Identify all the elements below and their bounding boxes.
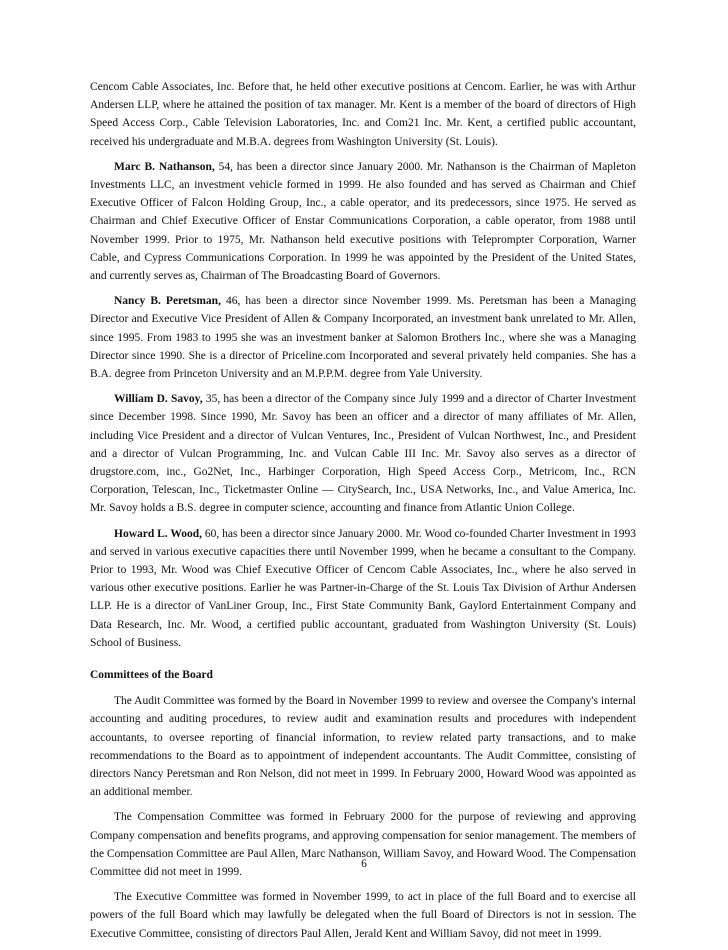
page-number: 6 (361, 858, 367, 870)
paragraph-savoy (90, 390, 636, 517)
paragraph-executive-committee: The Executive Committee was formed in November 1999, to act in place of the full Board and to exercise all powers of the full Board which may lawfully be delegated when the full Board of Directors is not in session. The Executive Committee, consisting of directors Paul Allen, Jerald Kent and William Savoy, did not meet in 1999. (90, 891, 636, 940)
paragraph-text: 46, has been a director since November 1999. Ms. Peretsman has been a Managing Director and Executive Vice President of Allen & Company Incorporated, an investment bank unrelated to Mr. Allen, since 1995. From 1983 to 1995 she was an investment banker at Salomon Brothers Inc., where she was a Managing Director since 1990. She is a director of Priceline.com Incorporated and several privately held companies. She has a B.A. degree from Princeton University and an M.P.P.M. degree from Yale University. (90, 295, 636, 381)
document-page (90, 78, 636, 950)
paragraph-wood (90, 525, 636, 652)
paragraph-text: 35, has been a director of the Company since July 1999 and a director of Charter Investment since December 1998. Since 1990, Mr. Savoy has been an officer and a director of many affiliates of Mr. Allen, including Vice President and a director of Vulcan Ventures, Inc., President of Vulcan Northwest, Inc., and President and a director of Vulcan Programming, Inc. and Vulcan Cable III Inc. Mr. Savoy also serves as a director of drugstore.com, inc., Go2Net, Inc., Harbinger Corporation, High Speed Access Corp., Metricom, Inc., RCN Corporation, Telescan, Inc., Ticketmaster Online — CitySearch, Inc., USA Networks, Inc., and Value America, Inc. Mr. Savoy holds a B.S. degree in computer science, accounting and finance from Atlantic Union College. (90, 393, 637, 515)
paragraph-nathanson (90, 158, 636, 285)
paragraph-kent-continued (90, 78, 636, 151)
director-name: Marc B. Nathanson, (114, 160, 215, 173)
paragraph-peretsman (90, 292, 636, 383)
paragraph-text: 60, has been a director since January 2000. Mr. Wood co-founded Charter Investment in 1993 and served in various executive capacities there until November 1999, when he became a consultant to the Company. Prior to 1993, Mr. Wood was Chief Executive Officer of Cencom Cable Associates, Inc., where he also served in various other executive positions. Earlier he was Partner-in-Charge of the St. Louis Tax Division of Arthur Andersen LLP. He is a director of VanLiner Group, Inc., First State Community Bank, Gaylord Entertainment Company and Data Research, Inc. Mr. Wood, a certified public accountant, graduated from Washington University (St. Louis) School of Business. (90, 527, 636, 649)
director-name: Howard L. Wood, (114, 527, 202, 540)
paragraph-text: 54, has been a director since January 2000. Mr. Nathanson is the Chairman of Mapleton Investments LLC, an investment vehicle formed in 1999. He also founded and has served as Chairman and Chief Executive Officer of Falcon Holding Group, Inc., a cable operator, and its predecessors, since 1975. He served as Chairman and Chief Executive Officer of Enstar Communications Corporation, a cable operator, from 1988 until November 1999. Prior to 1975, Mr. Nathanson held executive positions with Teleprompter Corporation, Warner Cable, and Cypress Communications Corporation. In 1999 he was appointed by the President of the United States, and currently serves as, Chairman of The Broadcasting Board of Governors. (90, 160, 636, 283)
section-heading: Committees of the Board (90, 669, 213, 682)
director-name: Nancy B. Peretsman, (114, 295, 221, 308)
paragraph-audit-committee: The Audit Committee was formed by the Board in November 1999 to review and oversee the Company's internal accounting and auditing procedures, to review audit and examination results and procedures with independent accountants, to oversee reporting of financial information, to review related party transactions, and to make recommendations to the Board as to appointment of independent accountants. The Audit Committee, consisting of directors Nancy Peretsman and Ron Nelson, did not meet in 1999. In February 2000, Howard Wood was appointed as an additional member. (90, 695, 636, 799)
paragraph-text: Cencom Cable Associates, Inc. Before that, he held other executive positions at Cencom. Earlier, he was with Arthur Andersen LLP, where he attained the position of tax manager. Mr. Kent is a member of the board of directors of High Speed Access Corp., Cable Television Laboratories, Inc. and Com21 Inc. Mr. Kent, a certified public accountant, received his undergraduate and M.B.A. degrees from Washington University (St. Louis). (90, 81, 636, 148)
paragraph-compensation-committee: The Compensation Committee was formed in February 2000 for the purpose of reviewing and approving Company compensation and benefits programs, and approving compensation for senior management. The members of the Compensation Committee are Paul Allen, Marc Nathanson, William Savoy, and Howard Wood. The Compensation Committee did not meet in 1999. (90, 811, 636, 878)
director-name: William D. Savoy, (114, 393, 203, 406)
